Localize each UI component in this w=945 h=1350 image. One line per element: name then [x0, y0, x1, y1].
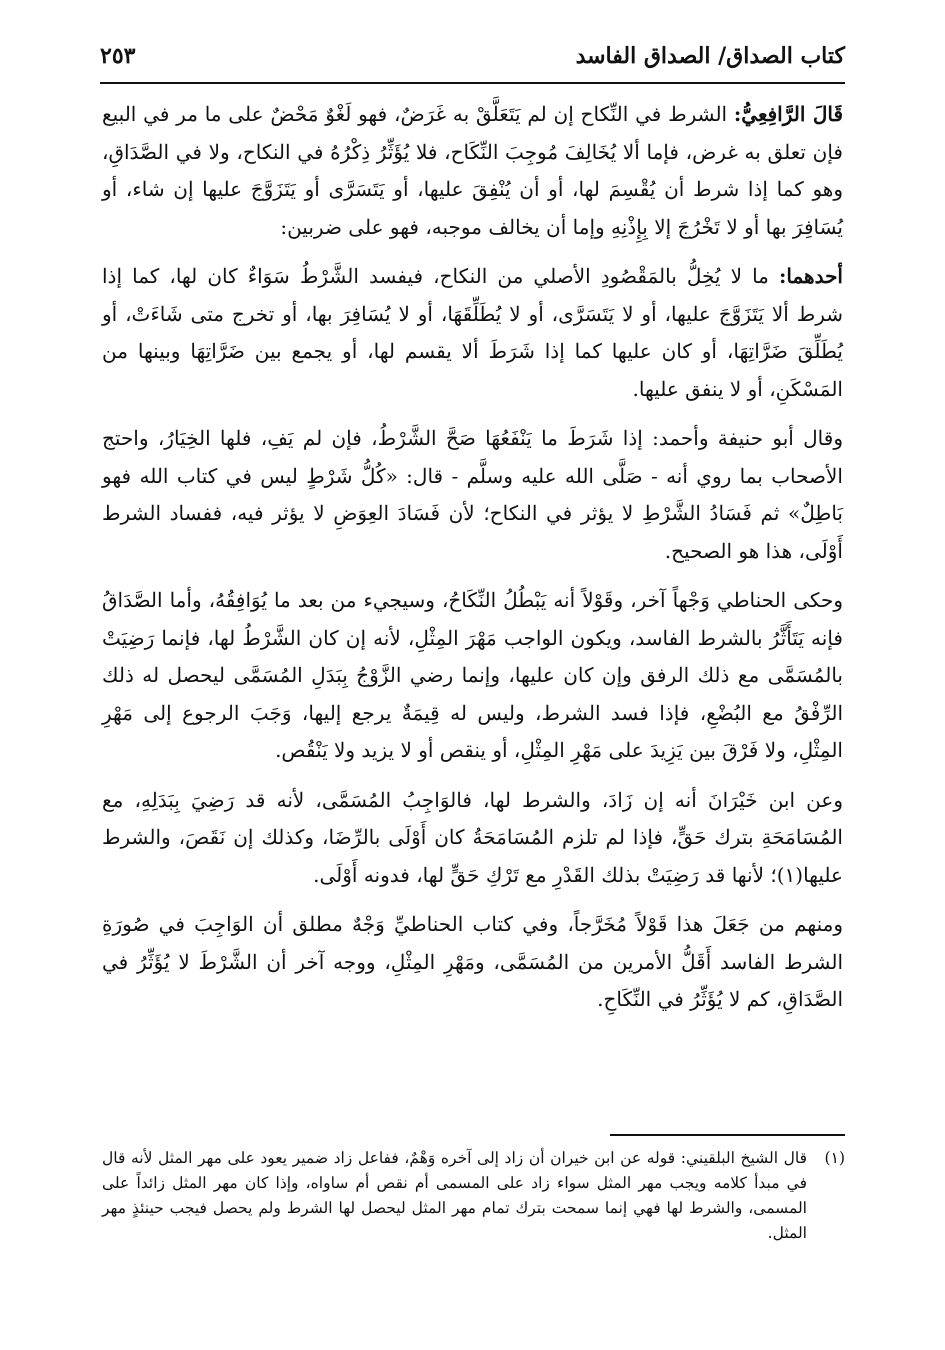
running-title: كتاب الصداق/ الصداق الفاسد: [575, 43, 845, 69]
paragraph-rafii: [102, 96, 843, 246]
paragraph-text: وحكى الحناطي وَجْهاً آخر، وقَوْلاً أنه يَبْطُلُ النِّكَاحُ، وسيجيء من بعد ما يُوَافِقُهُ، وأما الصَّدَاقُ فإنه يَتَأَثَّرُ بالشرط الفاسد، ويكون الواجب مَهْرَ المِثْلِ، لأنه إن كان الشَّرْطُ لها، فإنما رَضِيَتْ بالمُسَمَّى مع ذلك الرفق وإن كان عليها، وإنما رضي الزَّوْجُ بِبَدَلِ المُسَمَّى ليحصل له ذلك الرِّفْقُ مع البُضْعِ، فإذا فسد الشرط، وليس له قِيمَةٌ يرجع إليها، وَجَبَ الرجوع إلى مَهْرِ المِثْلِ، ولا فَرْقَ بين يَزِيدَ على مَهْرِ المِثْلِ، أو ينقص أو لا يزيد ولا يَنْقُص.: [102, 588, 843, 762]
paragraph-text: وعن ابن خَيْرَانَ أنه إن زَادَ، والشرط لها، فالوَاجِبُ المُسَمَّى، لأنه قد رَضِيَ بِبَدَلِهِ، مع المُسَامَحَةِ بترك حَقٍّ، فإذا لم تلزم المُسَامَحَةُ كان أَوْلَى بالرِّضَا، وكذلك إن نَقَصَ، والشرط عليها(١)؛ لأنها قد رَضِيَتْ بذلك القَدْرِ مع تَرْكِ حَقٍّ لها، فدونه أَوْلَى.: [102, 787, 843, 887]
main-text: [102, 96, 843, 1031]
footnote-text: قال الشيخ البلقيني: قوله عن ابن خيران أن زاد إلى آخره وَهْمٌ، ففاعل زاد ضمير يعود على مهر المثل لأنه قال في مبدأ كلامه ويجب مهر المثل سواء زاد على المسمى أم نقص أم ساواه، وإذا كان مهر المثل زائداً على المسمى، والشرط لها فهي إنما سمحت بترك تمام مهر المثل ليحصل لها الشرط ولم يحصل فيجب حينئذٍ مهر المثل.: [102, 1149, 807, 1242]
paragraph-text: ما لا يُخِلُّ بالمَقْصُودِ الأصلي من النكاح، فيفسد الشَّرْطُ سَوَاءٌ كان لها، كما إذا شرط ألا يَتَزَوَّجَ عليها، أو لا يَتَسَرَّى، أو لا يُطَلِّقَهَا، أو لا يُسَافِرَ بها، أو تخرج متى شَاءَتْ، أو يُطَلِّقَ ضَرَّاتِهَا، أو كان عليها كما إذا شَرَطَ ألا يقسم لها، أو يجمع بين ضَرَّاتِهَا وبينها من المَسْكَنِ، أو لا ينفق عليها.: [102, 264, 843, 401]
page-number: ٢٥٣: [100, 43, 136, 69]
paragraph-ibn-khayran: [102, 782, 843, 895]
paragraph-text: الشرط في النِّكاح إن لم يَتَعَلَّقْ به غَرَضٌ، فهو لَغْوٌ مَحْضٌ على ما مر في البيع فإن تعلق به غرض، فإما ألا يُخَالِفَ مُوجِبَ النِّكَاح، فلا يُؤَثِّرُ ذِكْرُهُ في النكاح، ولا في الصَّدَاقِ، وهو كما إذا شرط أن يُقْسِمَ لها، أو أن يُنْفِقَ عليها، أو يَتَسَرَّى أو يَتَزَوَّجَ عليها إن شاء، أو يُسَافِرَ بها أو لا تَخْرُجَ إلا بِإِذْنِهِ وإما أن يخالف موجبه، فهو على ضربين:: [102, 102, 844, 239]
paragraph-hanati: [102, 582, 843, 770]
paragraph-abu-hanifa: [102, 420, 843, 570]
header-divider: [100, 82, 845, 84]
paragraph-text: وقال أبو حنيفة وأحمد: إذا شَرَطَ ما يَنْفَعُهَا صَحَّ الشَّرْطُ، فإن لم يَفِ، فلها الخِيَارُ، واحتج الأصحاب بما روي أنه - صَلَّى الله عليه وسلَّم - قال: «كُلُّ شَرْطٍ ليس في كتاب الله فهو بَاطِلٌ» ثم فَسَادُ الشَّرْطِ لا يؤثر في النكاح؛ لأن فَسَادَ العِوَضِ لا يؤثر فيه، ففساد الشرط أَوْلَى، هذا هو الصحيح.: [102, 426, 843, 563]
footnote-number: (١): [824, 1149, 845, 1167]
page-header: [100, 38, 845, 74]
paragraph-lead: قَالَ الرَّافِعِيُّ:: [733, 102, 844, 126]
paragraph-lead: أحدهما:: [778, 264, 843, 288]
footnote: [102, 1146, 845, 1246]
footnote-divider: [610, 1134, 845, 1136]
paragraph-mukharraj: [102, 906, 843, 1019]
paragraph-text: ومنهم من جَعَلَ هذا قَوْلاً مُخَرَّجاً، وفي كتاب الحناطيِّ وَجْهٌ مطلق أن الوَاجِبَ في صُورَةِ الشرط الفاسد أَقَلُّ الأمرين من المُسَمَّى، ومَهْرِ المِثْلِ، ووجه آخر أن الشَّرْطَ لا يُؤَثِّرُ في الصَّدَاقِ، كم لا يُؤَثِّرُ في النِّكَاحِ.: [102, 912, 843, 1011]
paragraph-first-type: [102, 258, 843, 408]
